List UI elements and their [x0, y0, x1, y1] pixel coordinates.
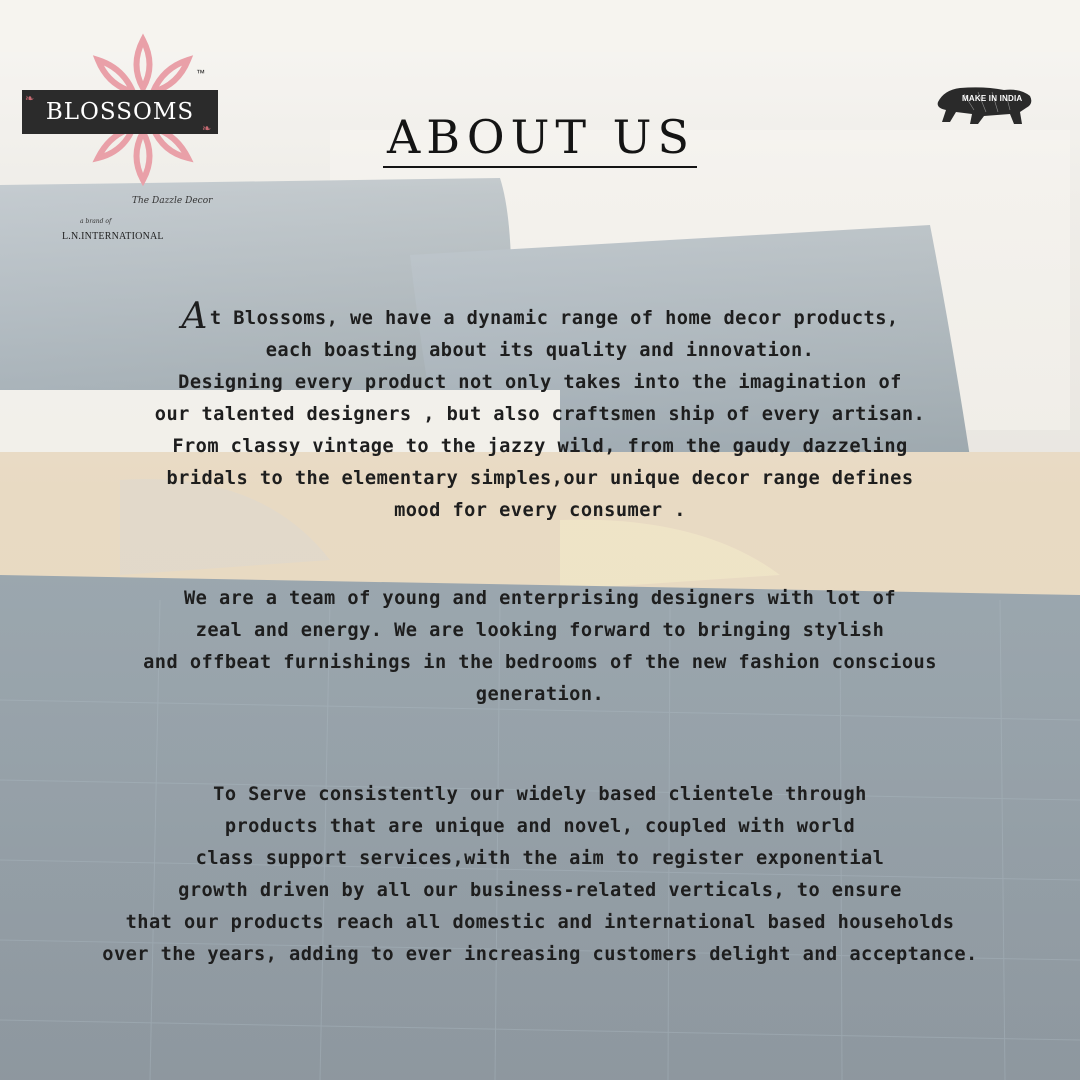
swirl-ornament-icon: ❧	[202, 122, 212, 135]
make-in-india-text: MAKE IN INDIA	[962, 94, 1023, 103]
team-line: generation.	[475, 684, 605, 705]
team-line: We are a team of young and enterprising designers with lot of	[183, 588, 897, 609]
mission-line: that our products reach all domestic and international based households	[125, 912, 955, 933]
intro-line: bridals to the elementary simples,our unique decor range defines	[166, 468, 914, 489]
brand-tagline: The Dazzle Decor	[132, 196, 213, 206]
team-line: zeal and energy. We are looking forward to bringing stylish	[195, 620, 885, 641]
page-title: ABOUT US	[383, 110, 697, 168]
mission-line: To Serve consistently our widely based clientele through	[213, 784, 867, 805]
company-name: L.N.INTERNATIONAL	[62, 231, 164, 242]
page-title-wrap	[0, 110, 1080, 164]
mission-line: growth driven by all our business-related verticals, to ensure	[178, 880, 902, 901]
intro-line: At Blossoms, we have a dynamic range of home decor products,	[181, 296, 899, 337]
brand-of-label: a brand of	[80, 218, 112, 225]
mission-paragraph	[0, 779, 1080, 971]
intro-line: Designing every product not only takes into the imagination of	[178, 372, 902, 393]
mission-line: class support services,with the aim to register exponential	[195, 848, 885, 869]
intro-line: each boasting about its quality and innovation.	[265, 340, 815, 361]
mission-line: over the years, adding to ever increasing customers delight and acceptance.	[102, 944, 978, 965]
mission-line: products that are unique and novel, coupled with world	[224, 816, 856, 837]
drop-cap: A	[181, 296, 208, 337]
team-paragraph	[0, 583, 1080, 711]
team-line: and offbeat furnishings in the bedrooms of the new fashion conscious	[143, 652, 937, 673]
intro-line: mood for every consumer .	[394, 500, 686, 521]
intro-paragraph	[0, 296, 1080, 527]
swirl-ornament-icon: ❧	[25, 92, 35, 105]
trademark-symbol: ™	[196, 68, 205, 78]
intro-line: our talented designers , but also craftsmen ship of every artisan.	[154, 404, 926, 425]
intro-line: From classy vintage to the jazzy wild, from the gaudy dazzeling	[172, 436, 908, 457]
brand-name: BLOSSOMS	[45, 99, 195, 125]
